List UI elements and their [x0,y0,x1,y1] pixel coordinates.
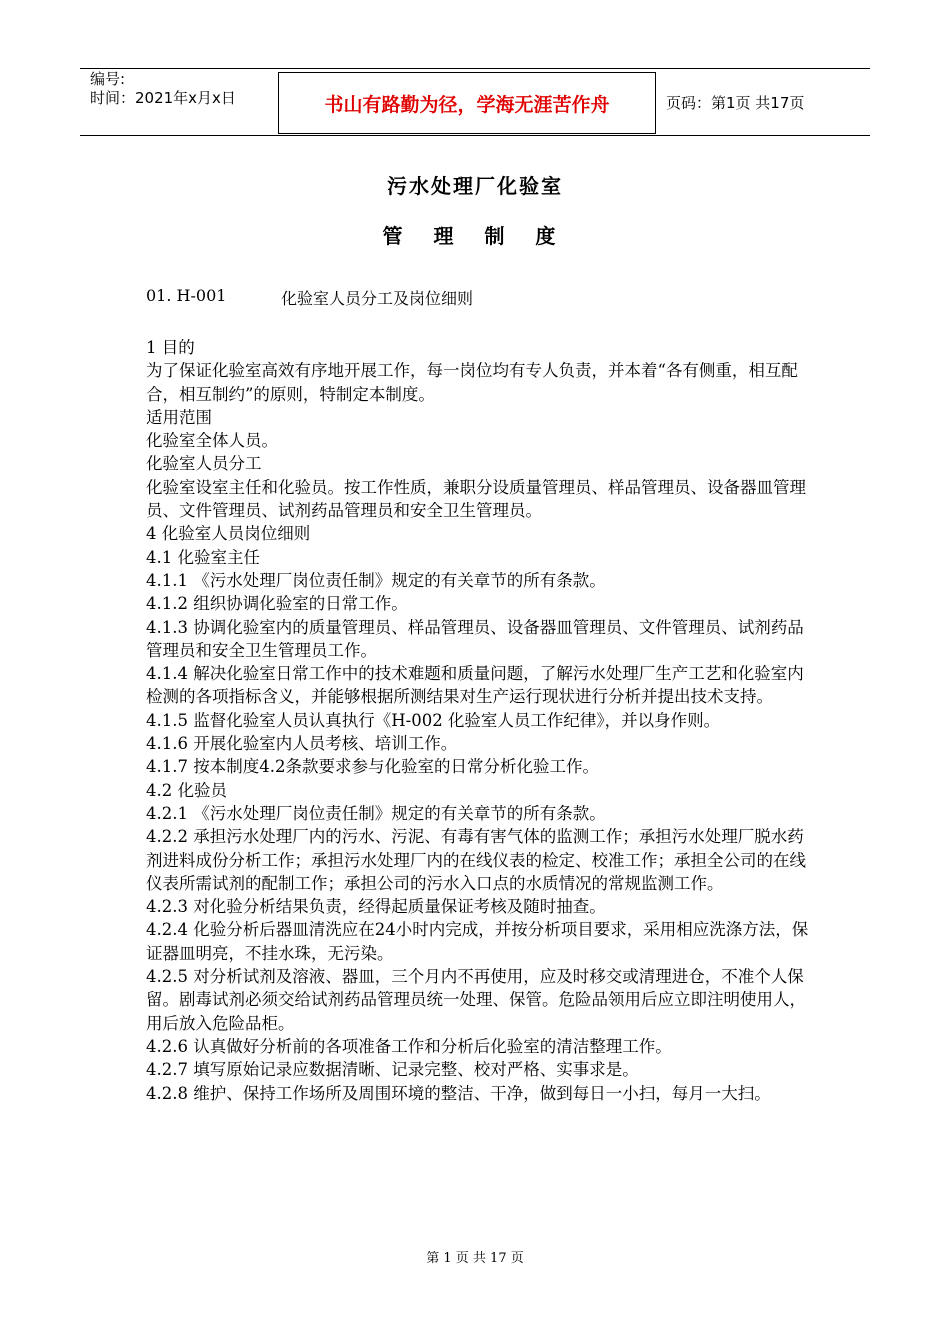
motto-text: 书山有路勤为径，学海无涯苦作舟 [324,94,610,116]
number-label: 编号: [90,70,126,88]
paragraph: 4.2.2 承担污水处理厂内的污水、污泥、有毒有害气体的监测工作；承担污水处理厂脱水药剂进料成份分析工作；承担污水处理厂内的在线仪表的检定、校准工作；承担全公司的在线仪表所需试剂的配制工作；承担公司的污水入口点的水质情况的常规监测工作。 [146,827,806,893]
document-title: 污水处理厂化验室 [387,174,563,198]
section-code: 01. H-001 [146,286,227,305]
section-code-line [146,286,474,308]
paragraph: 1 目的 [146,338,195,357]
paragraph: 4.2.1 《污水处理厂岗位责任制》规定的有关章节的所有条款。 [146,803,606,823]
paragraph: 化验室全体人员。 [146,431,278,451]
paragraph: 4.2.7 填写原始记录应数据清晰、记录完整、校对严格、实事求是。 [146,1060,639,1080]
paragraph: 4.1.3 协调化验室内的质量管理员、样品管理员、设备器皿管理员、文件管理员、试剂药品管理员和安全卫生管理员工作。 [146,617,804,660]
paragraph: 4.1.1 《污水处理厂岗位责任制》规定的有关章节的所有条款。 [146,570,606,590]
paragraph: 4.2.4 化验分析后器皿清洗应在24小时内完成，并按分析项目要求，采用相应洗涤方法，保证器皿明亮，不挂水珠，无污染。 [146,920,809,963]
paragraph: 化验室人员分工 [146,454,262,474]
paragraph: 4.2.6 认真做好分析前的各项准备工作和分析后化验室的清洁整理工作。 [146,1036,672,1056]
paragraph: 为了保证化验室高效有序地开展工作，每一岗位均有专人负责，并本着“各有侧重，相互配合，相互制约”的原则，特制定本制度。 [146,361,798,404]
header-left-cell [90,70,236,108]
paragraph: 适用范围 [146,407,212,427]
motto-box [278,72,656,134]
paragraph: 4.1.6 开展化验室内人员考核、培训工作。 [146,734,458,754]
paragraph: 4.1.7 按本制度4.2条款要求参与化验室的日常分析化验工作。 [146,757,599,777]
paragraph: 4.1.2 组织协调化验室的日常工作。 [146,594,408,614]
time-label: 时间：2021年x月x日 [90,89,236,107]
paragraph: 4.2.5 对分析试剂及溶液、器皿，三个月内不再使用，应及时移交或清理进仓，不准个人保留。剧毒试剂必须交给试剂药品管理员统一处理、保管。危险品领用后应立即注明使用人，用后放入危险品柜。 [146,967,806,1033]
header-page-info: 页码：第1页 共17页 [666,94,805,112]
paragraph: 化验室设室主任和化验员。按工作性质，兼职分设质量管理员、样品管理员、设备器皿管理员、文件管理员、试剂药品管理员和安全卫生管理员。 [146,477,806,521]
paragraph: 4.1.5 监督化验室人员认真执行《H-002 化验室人员工作纪律》，并以身作则。 [146,710,721,730]
page-footer: 第 1 页 共 17 页 [426,1251,524,1266]
document-subtitle: 管 理 制 度 [382,224,568,248]
paragraph: 4.2.8 维护、保持工作场所及周围环境的整洁、干净，做到每日一小扫，每月一大扫。 [146,1083,771,1103]
section-name: 化验室人员分工及岗位细则 [281,289,474,308]
paragraph: 4 化验室人员岗位细则 [146,524,311,544]
document-body [146,336,818,1105]
page-header [80,68,870,136]
header-bottom-rule [80,135,870,136]
paragraph: 4.1.4 解决化验室日常工作中的技术难题和质量问题，了解污水处理厂生产工艺和化验室内检测的各项指标含义，并能够根据所测结果对生产运行现状进行分析并提出技术支持。 [146,664,804,707]
paragraph: 4.2.3 对化验分析结果负责，经得起质量保证考核及随时抽查。 [146,897,606,917]
paragraph: 4.1 化验室主任 [146,547,260,567]
paragraph: 4.2 化验员 [146,780,227,800]
header-top-rule [80,68,870,69]
